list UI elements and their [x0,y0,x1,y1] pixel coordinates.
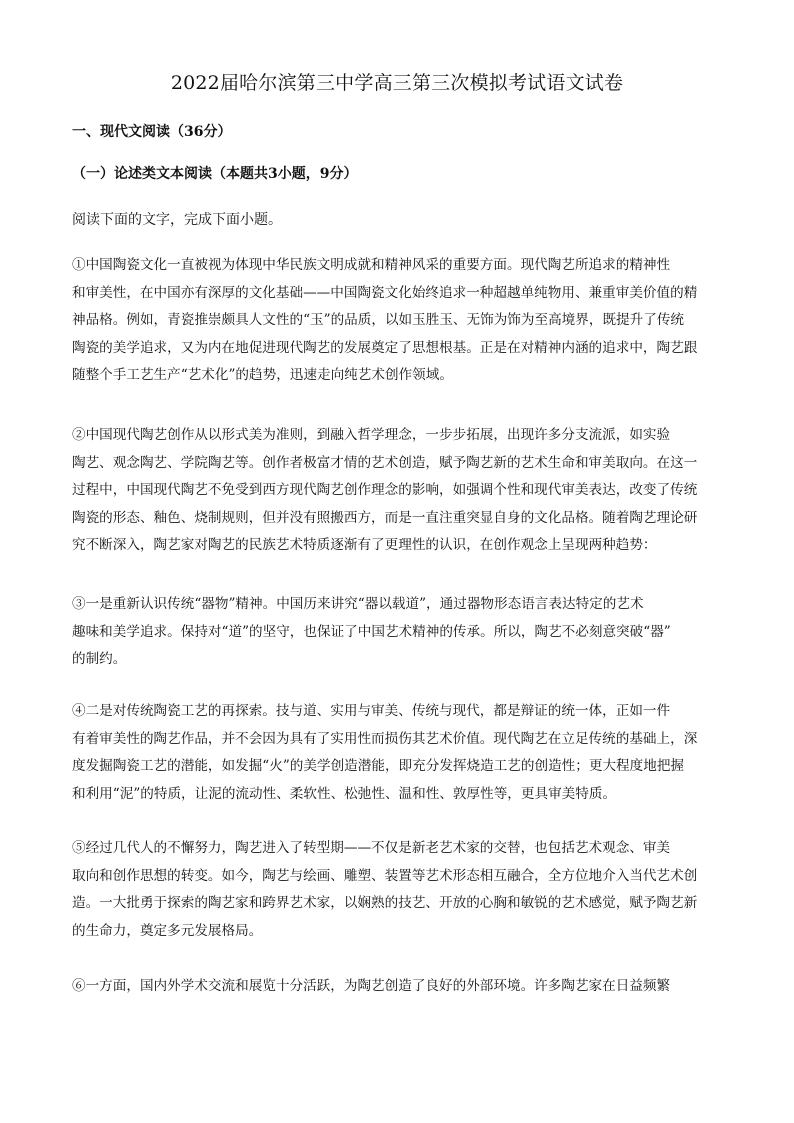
paragraph-line: 造。一大批勇于探索的陶艺家和跨界艺术家，以娴熟的技艺、开放的心胸和敏锐的艺术感觉，赋予陶艺新 [72,895,698,911]
page-title: 2022届哈尔滨第三中学高三第三次模拟考试语文试卷 [170,72,624,94]
paragraph-line: ⑥一方面，国内外学术交流和展览十分活跃，为陶艺创造了良好的外部环境。许多陶艺家在日益频繁 [72,978,671,994]
paragraph-line: 随整个手工艺生产“艺术化”的趋势，迅速走向纯艺术创作领域。 [72,367,453,383]
paragraph-line: 度发掘陶瓷工艺的潜能，如发掘“火”的美学创造潜能，即充分发挥烧造工艺的创造性；更大程度地把握 [72,758,685,774]
reading-instruction: 阅读下面的文字，完成下面小题。 [72,212,282,228]
paragraph-line: ④二是对传统陶瓷工艺的再探索。技与道、实用与审美、传统与现代，都是辩证的统一体，正如一件 [72,703,671,719]
paragraph-line: 的生命力，奠定多元发展格局。 [72,922,263,939]
paragraph-line: 陶瓷的形态、釉色、烧制规则，但并没有照搬西方，而是一直注重突显自身的文化品格。随着陶艺理论研 [72,509,698,526]
paragraph-line: ③一是重新认识传统“器物”精神。中国历来讲究“器以载道”，通过器物形态语言表达特定的艺术 [72,596,644,612]
paragraph-line: 取向和创作思想的转变。如今，陶艺与绘画、雕塑、装置等艺术形态相互融合，全方位地介入当代艺术创 [72,867,698,884]
paragraph-3 [72,591,724,674]
paragraph-1 [72,252,724,390]
paragraph-line: 陶艺、观念陶艺、学院陶艺等。创作者极富才情的艺术创造，赋予陶艺新的艺术生命和审美取向。在这一 [72,454,698,471]
paragraph-line: ①中国陶瓷文化一直被视为体现中华民族文明成就和精神风采的重要方面。现代陶艺所追求的精神性 [72,257,671,273]
paragraph-6 [72,973,724,1001]
paragraph-line: 和审美性，在中国亦有深厚的文化基础——中国陶瓷文化始终追求一种超越单纯物用、兼重审美价值的精 [72,284,698,301]
paragraph-line: 有着审美性的陶艺作品，并不会因为具有了实用性而损伤其艺术价值。现代陶艺在立足传统的基础上，深 [72,730,698,747]
paragraph-4 [72,698,724,808]
paragraph-line: ②中国现代陶艺创作从以形式美为准则，到融入哲学理念，一步步拓展，出现许多分支流派，如实验 [72,427,671,443]
paragraph-line: 和利用“泥”的特质，让泥的流动性、柔软性、松弛性、温和性、敦厚性等，更具审美特质。 [72,785,617,802]
paragraph-line: 过程中，中国现代陶艺不免受到西方现代陶艺创作理念的影响，如强调个性和现代审美表达，改变了传统 [72,482,698,498]
paragraph-line: 趣味和美学追求。保持对“道”的坚守，也保证了中国艺术精神的传承。所以，陶艺不必刻意突破“器” [72,623,671,640]
paragraph-2 [72,422,724,560]
paragraph-5 [72,835,724,945]
paragraph-line: 究不断深入，陶艺家对陶艺的民族艺术特质逐渐有了更理性的认识，在创作观念上呈现两种趋势： [72,537,657,553]
section-heading: 一、现代文阅读（36分） [72,124,232,140]
paragraph-line: ⑤经过几代人的不懈努力，陶艺进入了转型期——不仅是新老艺术家的交替，也包括艺术观念、审美 [72,840,671,856]
paragraph-line: 的制约。 [72,651,127,667]
paragraph-line: 陶瓷的美学追求，又为内在地促进现代陶艺的发展奠定了思想根基。正是在对精神内涵的追求中，陶艺跟 [72,339,698,356]
paragraph-line: 神品格。例如，青瓷推崇颇具人文性的“玉”的品质，以如玉胜玉、无饰为饰为至高境界，既提升了传统 [72,312,685,328]
subsection-heading: （一）论述类文本阅读（本题共3小题，9分） [72,166,358,182]
